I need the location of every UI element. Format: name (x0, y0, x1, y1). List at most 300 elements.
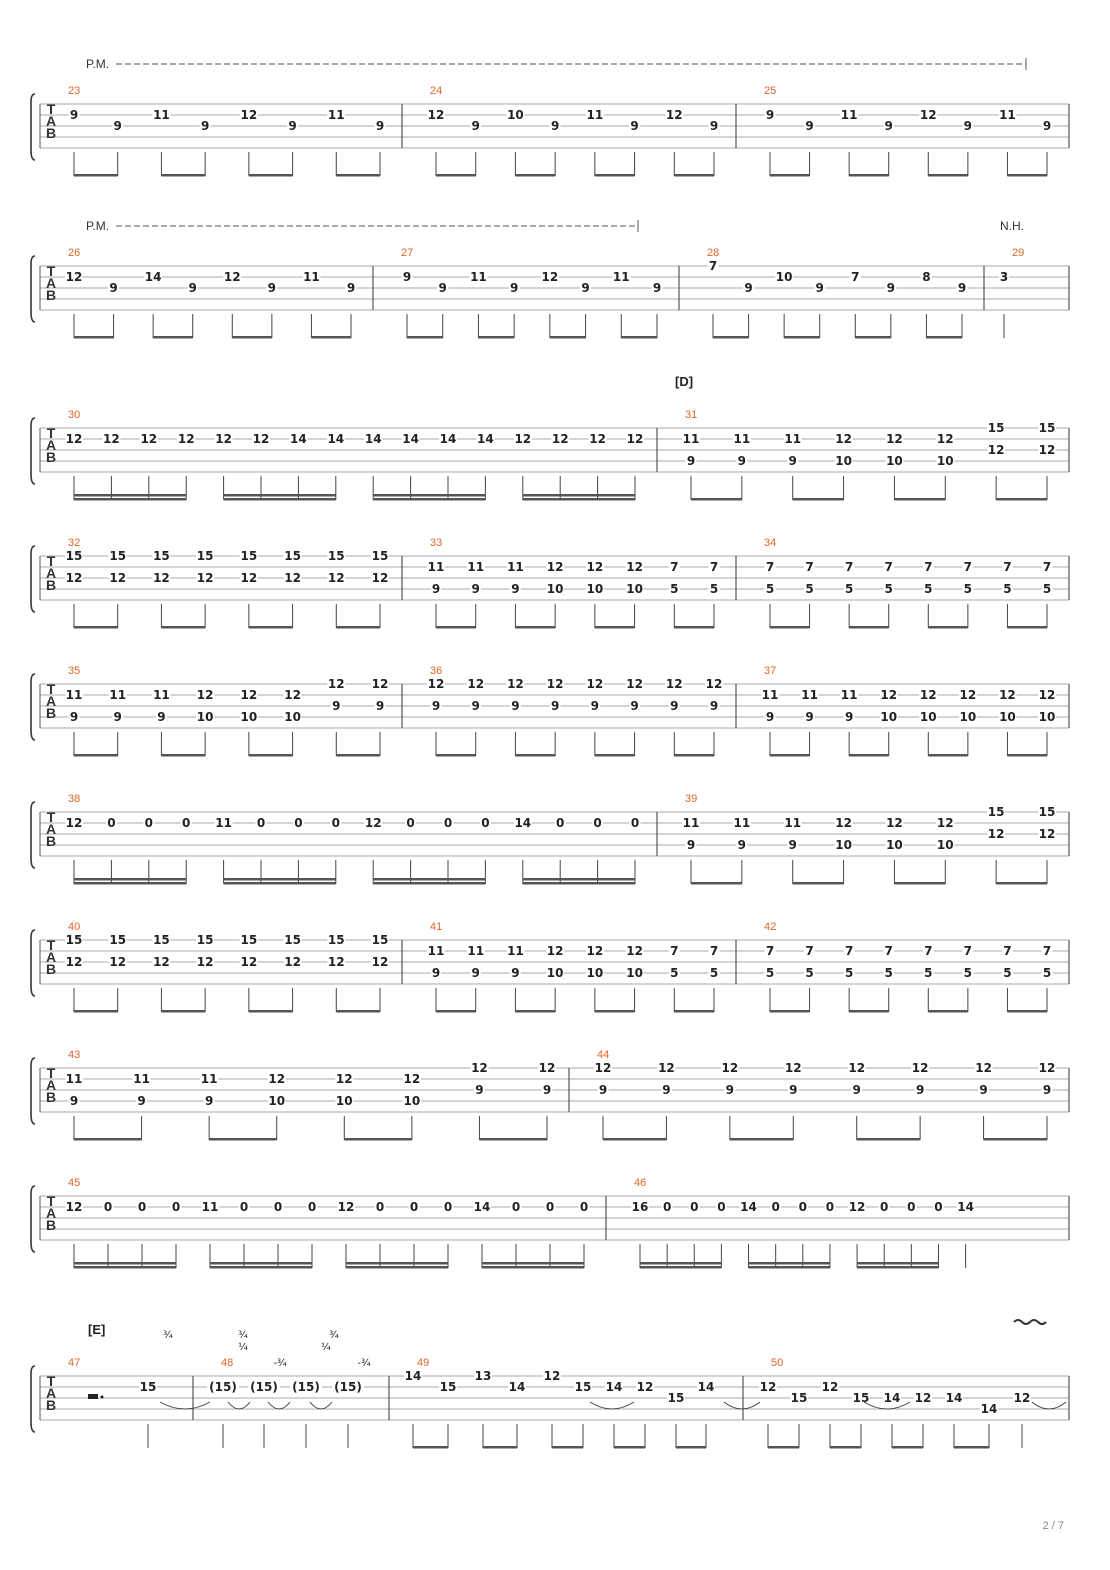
beam (210, 1262, 312, 1265)
fret-number: 11 (733, 816, 751, 830)
fret-number: 0 (103, 1200, 113, 1214)
beam (161, 626, 205, 629)
tab-clef-letter: T (46, 1065, 56, 1081)
fret-number: (15) (209, 1380, 237, 1394)
fret-number: 11 (467, 560, 485, 574)
tie-curve (228, 1402, 250, 1409)
fret-number: 11 (327, 108, 345, 122)
fret-number: 5 (709, 582, 719, 596)
fret-number: 14 (473, 1200, 491, 1214)
beam (674, 174, 714, 177)
fret-number: 12 (1038, 688, 1056, 702)
tab-system (31, 537, 1069, 629)
fret-number: 11 (215, 816, 232, 830)
fret-number: 12 (335, 1072, 353, 1086)
fret-number: 9 (346, 281, 356, 295)
beam (482, 1262, 584, 1265)
fret-number: 9 (200, 119, 210, 133)
fret-number: 0 (545, 1200, 555, 1214)
measure (761, 665, 1056, 757)
beam (595, 174, 635, 177)
fret-number: 14 (514, 816, 532, 830)
fret-number: 15 (196, 549, 214, 563)
measure (764, 537, 1053, 629)
fret-number: 7 (709, 944, 719, 958)
fret-number: 9 (431, 966, 441, 980)
fret-number: 12 (327, 571, 345, 585)
fret-number: 15 (439, 1380, 457, 1394)
beam (793, 882, 844, 885)
fret-number: 9 (598, 1083, 608, 1097)
tab-clef-letter: B (45, 287, 57, 303)
fret-number: 7 (805, 560, 814, 574)
fret-number: 9 (886, 281, 896, 295)
fret-number: 14 (290, 432, 307, 446)
fret-number: 9 (375, 699, 385, 713)
measure-number: 36 (430, 665, 443, 677)
fret-number: 10 (919, 710, 937, 724)
fret-number: 12 (665, 108, 683, 122)
fret-number: 12 (371, 955, 389, 969)
fret-number: 12 (268, 1072, 286, 1086)
fret-number: 10 (626, 582, 643, 596)
measure-number: 42 (764, 921, 777, 933)
fret-number: 9 (670, 699, 679, 713)
tab-clef-letter: A (45, 1385, 57, 1401)
beam (640, 1266, 721, 1269)
tab-clef-letter: B (45, 1217, 57, 1233)
fret-number: 5 (844, 966, 854, 980)
measure-number: 48 (221, 1357, 234, 1369)
measure (401, 247, 663, 339)
tab-system (31, 374, 1069, 501)
fret-number: 9 (852, 1083, 861, 1097)
measure (764, 921, 1053, 1013)
fret-number: 12 (848, 1200, 866, 1214)
fret-number: 5 (963, 966, 973, 980)
beam (550, 336, 586, 339)
beam (926, 336, 962, 339)
measure (207, 1357, 364, 1448)
measure (65, 537, 389, 629)
fret-number: 12 (999, 688, 1016, 702)
fret-number: 14 (957, 1200, 974, 1214)
fret-number: 10 (999, 710, 1016, 724)
fret-number: 15 (139, 1380, 157, 1394)
beam (346, 1262, 448, 1265)
tab-system (31, 57, 1069, 177)
fret-number: 12 (665, 677, 683, 691)
fret-number: 9 (471, 119, 480, 133)
measure-number: 40 (68, 921, 81, 933)
fret-number: 5 (1042, 582, 1052, 596)
fret-number: 12 (848, 1061, 866, 1075)
beam (603, 1138, 666, 1141)
fret-number: 12 (337, 1200, 355, 1214)
fret-number: 5 (709, 966, 719, 980)
fret-number: 10 (626, 966, 643, 980)
fret-number: 12 (371, 571, 389, 585)
beam (770, 174, 810, 177)
fret-number: 12 (835, 432, 852, 446)
fret-number: 9 (511, 582, 520, 596)
beam (770, 626, 810, 629)
fret-number: 12 (240, 571, 258, 585)
bend-amount: -¾ (357, 1358, 371, 1369)
beam (74, 626, 118, 629)
beam (1007, 754, 1047, 757)
beam (1007, 174, 1047, 177)
tie-curve (310, 1402, 332, 1409)
fret-number: 10 (835, 838, 852, 852)
beam (770, 1010, 810, 1013)
tab-clef-letter: T (46, 1373, 56, 1389)
beam (928, 626, 968, 629)
measure (682, 793, 1056, 885)
fret-number: 9 (113, 710, 122, 724)
palm-mute-label: P.M. (86, 219, 110, 233)
fret-number: 12 (467, 677, 485, 691)
fret-number: 9 (789, 1083, 798, 1097)
fret-number: 14 (327, 432, 345, 446)
fret-number: 12 (65, 816, 83, 830)
fret-number: 12 (1013, 1391, 1031, 1405)
beam (413, 1446, 448, 1449)
vibrato-mark (1014, 1320, 1046, 1324)
measure (427, 537, 720, 629)
bend-amount: ¼ (321, 1342, 331, 1353)
beam (161, 174, 205, 177)
beam (849, 626, 889, 629)
measure (759, 1357, 1031, 1449)
fret-number: 9 (550, 699, 560, 713)
beam (830, 1446, 861, 1449)
fret-number: 11 (733, 432, 751, 446)
beam (691, 498, 742, 501)
beam (436, 626, 476, 629)
measure (65, 409, 644, 501)
fret-number: 14 (697, 1380, 715, 1394)
fret-number: 11 (467, 944, 485, 958)
beam (249, 754, 293, 757)
fret-number: 12 (65, 571, 83, 585)
fret-number: 0 (556, 816, 565, 830)
measure-number: 23 (68, 85, 81, 97)
fret-number: 5 (884, 582, 893, 596)
beam (74, 174, 118, 177)
measure-number: 28 (707, 247, 720, 259)
fret-number: 10 (936, 454, 954, 468)
fret-number: 15 (1038, 421, 1056, 435)
fret-number: (15) (292, 1380, 320, 1394)
fret-number: 5 (670, 966, 679, 980)
fret-number: 0 (593, 816, 602, 830)
rest-symbol (88, 1394, 98, 1399)
beam (621, 336, 657, 339)
fret-number: 7 (765, 944, 775, 958)
fret-number: 9 (662, 1083, 671, 1097)
beam (595, 1010, 635, 1013)
beam (161, 1010, 205, 1013)
fret-number: 12 (987, 443, 1005, 457)
tab-clef-letter: B (45, 1397, 57, 1413)
bend-amount: ¼ (238, 1342, 248, 1353)
fret-number: 9 (438, 281, 447, 295)
system-brace (31, 256, 35, 322)
beam (614, 1446, 645, 1449)
fret-number: 10 (775, 270, 793, 284)
fret-number: 12 (911, 1061, 929, 1075)
fret-number: 11 (784, 816, 802, 830)
fret-number: 12 (240, 688, 258, 702)
beam (892, 1446, 923, 1449)
fret-number: 0 (511, 1200, 521, 1214)
fret-number: 12 (427, 677, 445, 691)
beam (515, 1010, 555, 1013)
beam (346, 1266, 448, 1269)
measure (404, 1357, 715, 1449)
fret-number: 9 (788, 454, 797, 468)
fret-number: 5 (765, 582, 775, 596)
measure-number: 49 (417, 1357, 430, 1369)
fret-number: 12 (586, 677, 604, 691)
fret-number: 11 (109, 688, 127, 702)
fret-number: 14 (945, 1391, 963, 1405)
fret-number: 14 (740, 1200, 757, 1214)
fret-number: 5 (1003, 966, 1012, 980)
fret-number: 12 (65, 955, 83, 969)
fret-number: 12 (546, 677, 564, 691)
fret-number: 16 (631, 1200, 649, 1214)
measure (65, 665, 389, 757)
fret-number: 12 (658, 1061, 675, 1075)
fret-number: 11 (303, 270, 320, 284)
fret-number: 0 (443, 1200, 453, 1214)
measure (427, 665, 723, 757)
beam (849, 174, 889, 177)
beam (224, 882, 336, 885)
fret-number: 0 (137, 1200, 147, 1214)
fret-number: 10 (886, 454, 903, 468)
fret-number: 9 (737, 454, 747, 468)
beam (161, 754, 205, 757)
measure-number: 46 (634, 1177, 647, 1189)
beam (436, 754, 476, 757)
beam (74, 494, 186, 497)
fret-number: 12 (471, 1061, 488, 1075)
beam (515, 754, 555, 757)
fret-number: 0 (630, 816, 640, 830)
fret-number: 12 (546, 944, 564, 958)
tab-clef-letter: T (46, 681, 56, 697)
tab-clef-letter: B (45, 125, 57, 141)
fret-number: 0 (375, 1200, 385, 1214)
fret-number: (15) (250, 1380, 278, 1394)
fret-number: 12 (65, 1200, 83, 1214)
fret-number: 10 (959, 710, 977, 724)
fret-number: 10 (586, 582, 604, 596)
fret-number: 10 (507, 108, 524, 122)
beam (523, 498, 635, 501)
beam (954, 1446, 989, 1449)
fret-number: 11 (201, 1200, 219, 1214)
tab-clef-letter: B (45, 449, 57, 465)
tab-clef-letter: T (46, 937, 56, 953)
fret-number: 12 (759, 1380, 777, 1394)
beam (344, 1138, 412, 1141)
beam (515, 174, 555, 177)
beam (74, 878, 186, 881)
tab-clef-letter: A (45, 1205, 57, 1221)
fret-number: 9 (744, 281, 753, 295)
fret-number: 9 (69, 108, 79, 122)
fret-number: 12 (821, 1380, 839, 1394)
fret-number: 9 (69, 710, 79, 724)
fret-number: 15 (65, 549, 83, 563)
fret-number: 0 (880, 1200, 889, 1214)
fret-number: 12 (546, 560, 564, 574)
fret-number: 0 (443, 816, 453, 830)
fret-number: 12 (1038, 827, 1056, 841)
fret-number: 10 (586, 966, 604, 980)
fret-number: 12 (975, 1061, 992, 1075)
measure-number: 34 (764, 537, 777, 549)
measure (682, 409, 1056, 501)
fret-number: 10 (1038, 710, 1056, 724)
fret-number: 9 (765, 710, 775, 724)
beam (849, 1010, 889, 1013)
fret-number: 15 (327, 549, 345, 563)
fret-number: 12 (65, 432, 83, 446)
beam (676, 1446, 706, 1449)
measure-number: 47 (68, 1357, 81, 1369)
fret-number: 15 (153, 549, 170, 563)
fret-number: 11 (65, 688, 83, 702)
beam (74, 1262, 176, 1265)
fret-number: 12 (284, 955, 301, 969)
fret-number: 9 (471, 582, 480, 596)
beam (373, 494, 485, 497)
tab-system (31, 1322, 1069, 1449)
system-brace (31, 930, 35, 996)
beam (249, 1010, 293, 1013)
beam (1007, 626, 1047, 629)
beam (768, 1446, 799, 1449)
fret-number: 12 (919, 688, 937, 702)
fret-number: (15) (334, 1380, 362, 1394)
fret-number: 5 (1042, 966, 1052, 980)
fret-number: 9 (815, 281, 824, 295)
fret-number: 12 (626, 944, 643, 958)
tab-system (31, 1177, 1069, 1269)
fret-number: 9 (113, 119, 122, 133)
fret-number: 9 (431, 582, 441, 596)
fret-number: 10 (240, 710, 258, 724)
fret-number: 15 (240, 933, 258, 947)
fret-number: 15 (153, 933, 170, 947)
measure (594, 1049, 1056, 1141)
fret-number: 7 (884, 560, 893, 574)
fret-number: 12 (284, 688, 301, 702)
beam (793, 498, 844, 501)
tab-clef-letter: B (45, 705, 57, 721)
fret-number: 9 (765, 108, 775, 122)
fret-number: 9 (884, 119, 893, 133)
beam (713, 336, 749, 339)
fret-number: 12 (65, 270, 83, 284)
tie-curve (724, 1402, 760, 1409)
beam (336, 174, 380, 177)
beam (336, 626, 380, 629)
fret-number: 15 (109, 933, 127, 947)
beam (894, 498, 945, 501)
fret-number: 14 (508, 1380, 526, 1394)
fret-number: 9 (1042, 119, 1052, 133)
fret-number: 12 (109, 955, 127, 969)
fret-number: 9 (1042, 1083, 1052, 1097)
measure (65, 793, 641, 885)
fret-number: 15 (109, 549, 127, 563)
fret-number: 0 (239, 1200, 249, 1214)
fret-number: 11 (682, 816, 700, 830)
beam (523, 494, 635, 497)
measure-number: 29 (1012, 247, 1025, 259)
fret-number: 12 (196, 955, 214, 969)
beam (373, 882, 485, 885)
beam (436, 174, 476, 177)
fret-number: 11 (761, 688, 779, 702)
fret-number: 7 (805, 944, 814, 958)
beam (996, 882, 1047, 885)
fret-number: 7 (884, 944, 893, 958)
measure (999, 247, 1025, 338)
fret-number: 0 (273, 1200, 283, 1214)
fret-number: 10 (546, 966, 564, 980)
beam (224, 494, 336, 497)
fret-number: 9 (511, 966, 520, 980)
beam (784, 336, 820, 339)
fret-number: 12 (196, 688, 214, 702)
measure (65, 247, 357, 339)
beam (74, 1010, 118, 1013)
fret-number: 12 (196, 571, 214, 585)
fret-number: 0 (771, 1200, 780, 1214)
beam (336, 754, 380, 757)
fret-number: 15 (240, 549, 258, 563)
measure (631, 1177, 975, 1269)
measure-number: 41 (430, 921, 443, 933)
section-marker: [E] (88, 1322, 106, 1337)
beam (74, 754, 118, 757)
fret-number: 11 (840, 108, 858, 122)
fret-number: 11 (200, 1072, 218, 1086)
fret-number: 12 (880, 688, 898, 702)
fret-number: 9 (788, 838, 797, 852)
fret-number: 12 (371, 677, 389, 691)
fret-number: 5 (963, 582, 973, 596)
tab-clef-letter: T (46, 809, 56, 825)
fret-number: 14 (402, 432, 419, 446)
measure-number: 26 (68, 247, 81, 259)
beam (209, 1138, 277, 1141)
fret-number: 0 (256, 816, 266, 830)
beam (153, 336, 193, 339)
fret-number: 9 (267, 281, 277, 295)
beam (857, 1138, 920, 1141)
tab-clef-letter: T (46, 425, 56, 441)
fret-number: 0 (579, 1200, 589, 1214)
section-marker: [D] (675, 374, 694, 389)
